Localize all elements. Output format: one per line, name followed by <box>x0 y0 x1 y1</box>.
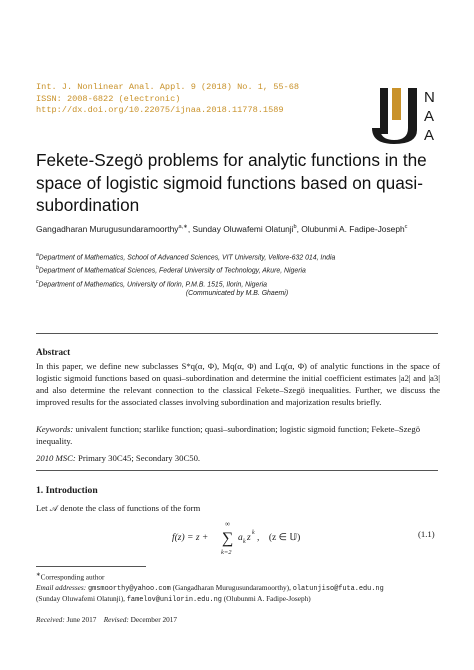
abstract-text: In this paper, we define new subclasses S*q(α, Φ), Mq(α, Φ) and Lq(α, Φ) of analytic functions in the space of logistic sigmoid functions based on quasi–subordination and determine the initial coefficient estimates |a2| and |a3| and also determine the relevant connection to the classical Fekete–Szegö inequalities. Further, we discuss the improved results for the associated classes involving subordination and majorization results briefly. <box>36 361 440 407</box>
logo-letter-n: N <box>424 89 435 106</box>
journal-doi-link[interactable]: http://dx.doi.org/10.22075/ijnaa.2018.11778.1589 <box>36 105 284 116</box>
revised-date: December 2017 <box>130 615 178 624</box>
email-3-owner: (Olubunmi A. Fadipe-Joseph) <box>223 594 311 604</box>
formula-lhs: f(z) = z + <box>172 533 209 543</box>
equation-1-1 <box>172 518 322 558</box>
formula-sum-symbol: ∑ <box>222 530 234 547</box>
journal-header <box>36 82 299 117</box>
journal-citation: Int. J. Nonlinear Anal. Appl. 9 (2018) No. 1, 55-68 <box>36 82 300 92</box>
communicated-by: (Communicated by M.B. Ghaemi) <box>185 290 289 297</box>
keywords-text: univalent function; starlike function; quasi–subordination; logistic sigmoid function; Fekete–Szegö inequality. <box>36 424 421 446</box>
received-label: Received: <box>36 615 65 624</box>
formula-sum-bottom: k=2 <box>221 549 232 556</box>
formula-term: a <box>238 533 243 543</box>
author-2: , Sunday Oluwafemi Olatunji <box>187 224 294 234</box>
abstract-heading: Abstract <box>36 347 71 357</box>
logo-bar-left <box>380 88 388 134</box>
email-1-owner: (Gangadharan Murugusundaramoorthy), <box>172 582 291 592</box>
section-heading-introduction: 1. Introduction <box>36 485 98 496</box>
received-dates <box>36 615 177 624</box>
email-1-link[interactable]: gmsmoorthy@yahoo.com <box>88 584 171 593</box>
keywords <box>36 423 440 447</box>
formula-z: z <box>247 533 251 543</box>
keywords-label: Keywords: <box>36 424 74 434</box>
msc-text: Primary 30C45; Secondary 30C50. <box>78 453 201 463</box>
author-2-sup: b <box>293 224 297 231</box>
affiliation-b: $^b$Department of Mathematical Sciences, Federal University of Technology, Akure, Nigeria <box>36 265 306 275</box>
footnote-emails-line2 <box>36 594 446 605</box>
footnotes <box>36 570 446 606</box>
equation-number: (1.1) <box>418 529 435 539</box>
author-1: Gangadharan Murugusundaramoorthy <box>36 224 179 234</box>
footnote-emails-line1 <box>36 583 446 594</box>
email-2-owner: (Sunday Oluwafemi Olatunji), <box>36 594 125 604</box>
received-date: June 2017 <box>66 615 97 624</box>
logo-bar-accent <box>392 88 401 120</box>
formula-condition: , (z ∈ 𝕌) <box>257 533 301 543</box>
intro-paragraph: Let 𝒜 denote the class of functions of the form <box>36 503 201 513</box>
msc-classification <box>36 453 200 463</box>
footnote-corresponding: ∗Corresponding author <box>36 572 105 582</box>
affiliation-c: $^c$Department of Mathematics, University of Ilorin, P.M.B. 1515, Ilorin, Nigeria <box>36 278 268 288</box>
affiliation-a: $^a$Department of Mathematics, School of Advanced Sciences, VIT University, Vellore-632 014, India <box>36 252 336 262</box>
journal-issn: ISSN: 2008-6822 (electronic) <box>36 93 181 104</box>
footnote-rule <box>36 566 146 567</box>
author-1-sup: a,∗ <box>178 224 188 231</box>
formula-term-sub: k <box>243 539 246 545</box>
affiliations <box>36 250 335 290</box>
abstract-bottom-rule <box>36 470 438 471</box>
email-label: Email addresses: <box>36 582 87 592</box>
abstract-top-rule <box>36 333 438 334</box>
email-2-link[interactable]: olatunjiso@futa.edu.ng <box>292 584 384 593</box>
logo-letter-a2: A <box>424 127 435 144</box>
paper-title: Fekete-Szegö problems for analytic functions in the space of logistic sigmoid functions based on quasi-subordination <box>36 150 427 215</box>
author-3-sup: c <box>404 224 408 231</box>
msc-label: 2010 MSC: <box>36 453 76 463</box>
journal-logo <box>372 84 450 144</box>
email-3-link[interactable]: famelov@unilorin.edu.ng <box>126 596 222 605</box>
author-list <box>36 224 407 234</box>
author-3: , Olubunmi A. Fadipe-Joseph <box>296 224 405 234</box>
formula-sum-top: ∞ <box>225 520 230 528</box>
logo-letter-a1: A <box>424 108 435 125</box>
revised-label: Revised: <box>103 615 129 624</box>
formula-z-sup: k <box>252 530 255 536</box>
